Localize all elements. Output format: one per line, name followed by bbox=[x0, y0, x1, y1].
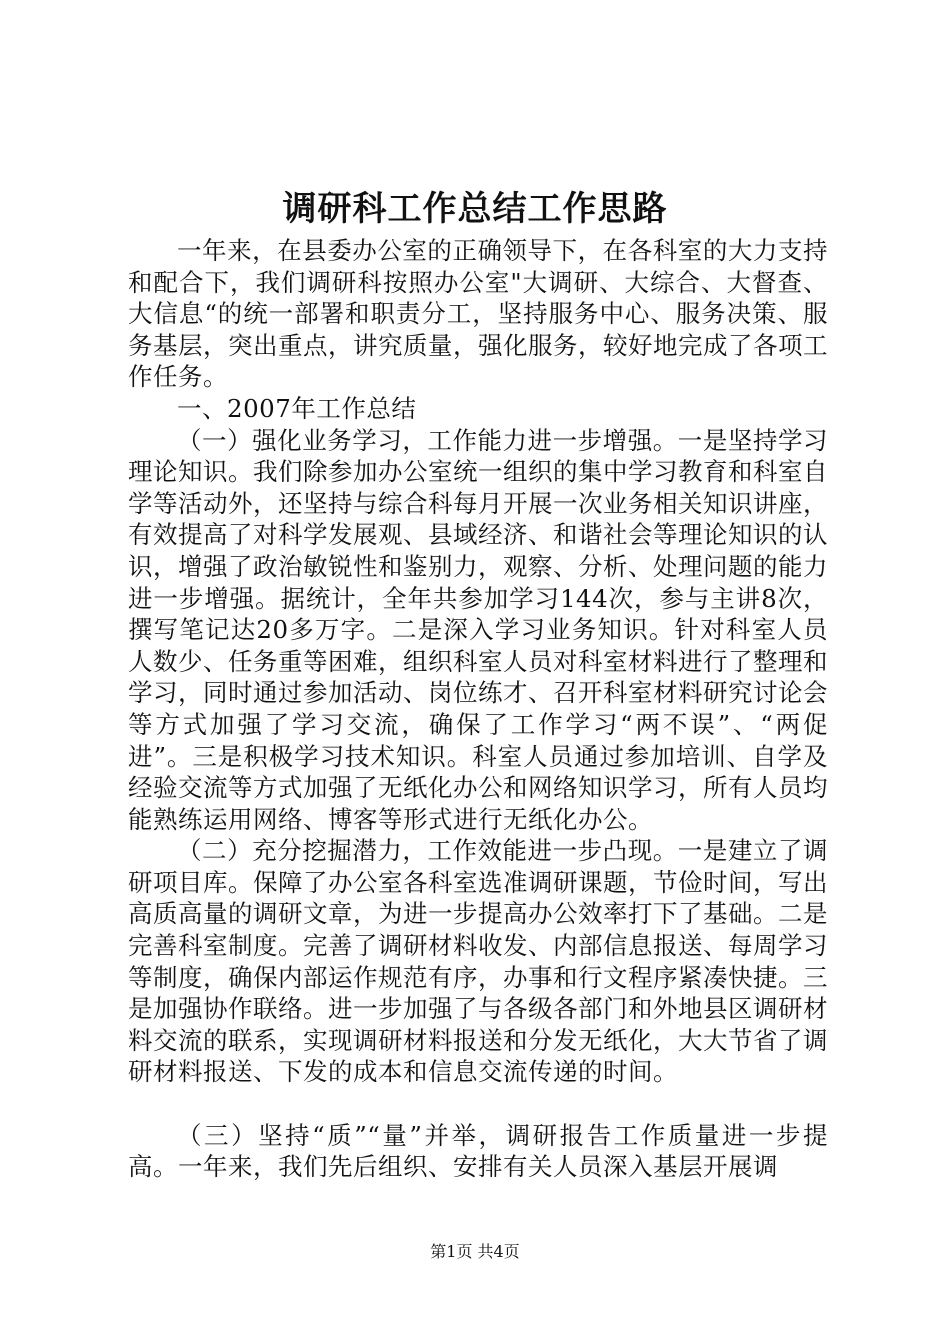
paragraph-section-1: （一）强化业务学习，工作能力进一步增强。一是坚持学习理论知识。我们除参加办公室统一组织的集中学习教育和科室自学等活动外，还坚持与综合科每月开展一次业务相关知识讲座，有效提高了对科学发展观、县域经济、和谐社会等理论知识的认识，增强了政治敏锐性和鉴别力，观察、分析、处理问题的能力进一步增强。据统计，全年共参加学习144次，参与主讲8次，撰写笔记达20多万字。二是深入学习业务知识。针对科室人员人数少、任务重等困难，组织科室人员对科室材料进行了整理和学习，同时通过参加活动、岗位练才、召开科室材料研究讨论会等方式加强了学习交流，确保了工作学习“两不误”、“两促进”。三是积极学习技术知识。科室人员通过参加培训、自学及经验交流等方式加强了无纸化办公和网络知识学习，所有人员均能熟练运用网络、博客等形式进行无纸化办公。 bbox=[128, 425, 828, 834]
document-title: 调研科工作总结工作思路 bbox=[282, 189, 668, 229]
paragraph-intro: 一年来，在县委办公室的正确领导下，在各科室的大力支持和配合下，我们调研科按照办公室"大调研、大综合、大督查、大信息“的统一部署和职责分工，坚持服务中心、服务决策、服务基层，突出重点，讲究质量，强化服务，较好地完成了各项工作任务。 bbox=[128, 236, 828, 392]
section-heading-2007-summary: 一、2007年工作总结 bbox=[177, 393, 417, 423]
document-body bbox=[128, 235, 828, 1183]
paragraph-section-3: （三）坚持“质”“量”并举，调研报告工作质量进一步提高。一年来，我们先后组织、安排有关人员深入基层开展调 bbox=[128, 1120, 828, 1182]
paragraph-section-2: （二）充分挖掘潜力，工作效能进一步凸现。一是建立了调研项目库。保障了办公室各科室选准调研课题，节俭时间，写出高质高量的调研文章，为进一步提高办公效率打下了基础。二是完善科室制度。完善了调研材料收发、内部信息报送、每周学习等制度，确保内部运作规范有序，办事和行文程序紧凑快捷。三是加强协作联络。进一步加强了与各级各部门和外地县区调研材料交流的联系，实现调研材料报送和分发无纸化，大大节省了调研材料报送、下发的成本和信息交流传递的时间。 bbox=[128, 836, 828, 1087]
page-footer: 第1页 共4页 bbox=[430, 1242, 520, 1261]
